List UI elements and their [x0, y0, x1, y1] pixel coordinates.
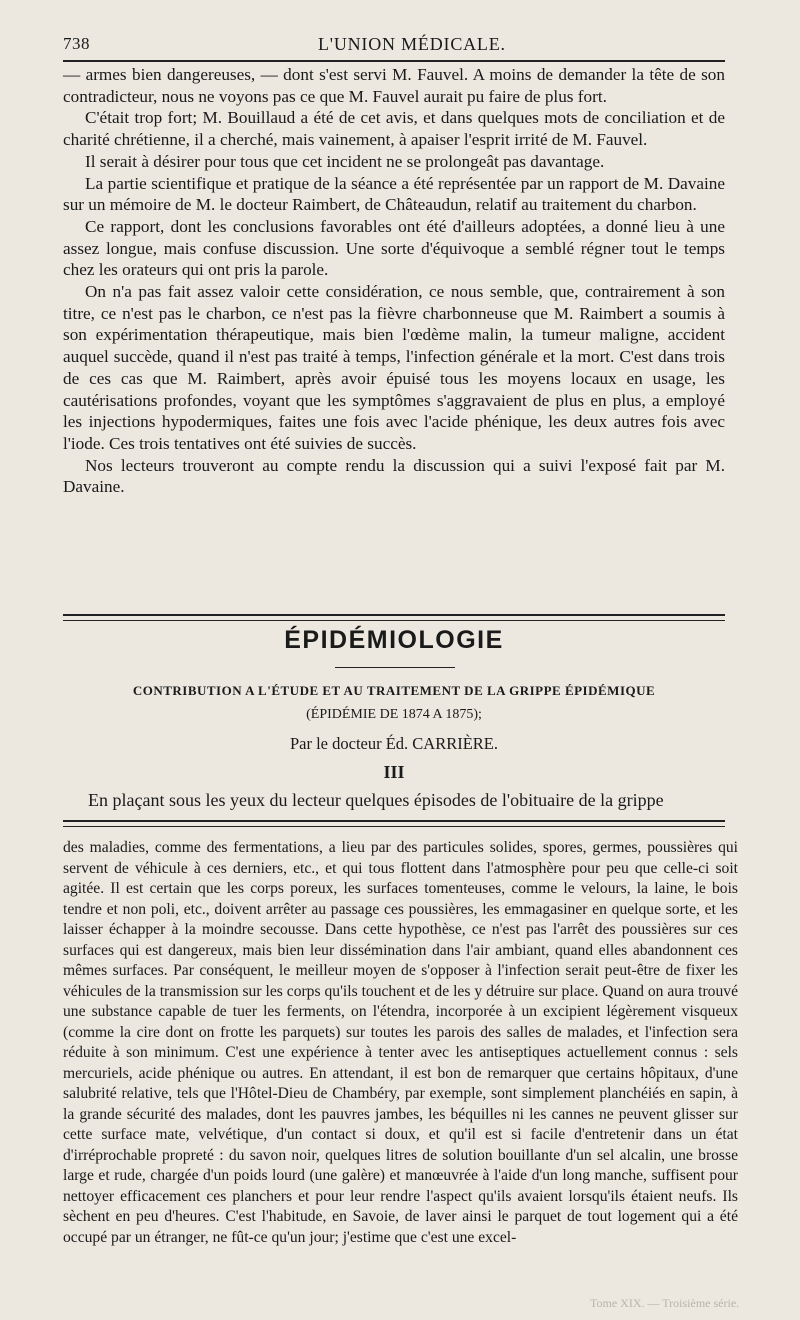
academy-report-text	[63, 64, 725, 498]
page-number: 738	[63, 34, 90, 53]
running-head: L'UNION MÉDICALE.	[318, 34, 506, 54]
page-footer: Tome XIX. — Troisième série.	[590, 1296, 740, 1310]
paragraph: On n'a pas fait assez valoir cette considération, ce nous semble, que, contrairement à son titre, ce n'est pas le charbon, ce n'est pas la fièvre charbonneuse que M. Raimbert a soumis à son expérimentation thérapeutique, mais bien l'œdème malin, la tumeur maligne, accident auquel succède, quand il n'est pas traité à temps, l'infection générale et la mort. C'est dans trois de ces cas que M. Raimbert, après avoir épuisé tous les moyens locaux en usage, les cautérisations profondes, voyant que les symptômes s'aggravaient de plus en plus, a employé les injections hypodermiques, faites une fois avec l'acide phénique, les deux autres fois avec l'iode. Ces trois tentatives ont été suivies de succès.	[63, 282, 725, 453]
separator-rule-thick	[63, 820, 725, 822]
section-divider	[63, 614, 725, 621]
paragraph: des maladies, comme des fermentations, a lieu par des particules solides, spores, germes, poussières qui servent de véhicule à ces derniers, etc., et qui tous flottent dans l'atmosphère pour peu que celle-ci soit agitée. Il est certain que les corps poreux, les surfaces tomenteuses, comme le velours, la laine, le bois tendre et non poli, etc., doivent arrêter au passage ces poussières, les emmagasiner en quelque sorte, et les laisser échapper à la moindre secousse. Dans cette hypothèse, ce n'est pas l'arrêt des poussières sur ces surfaces qui est dangereux, mais bien leur dissémination dans l'air ambiant, quand elles abandonnent ces mêmes surfaces. Par conséquent, le meilleur moyen de s'opposer à l'infection serait peut-être de fixer les véhicules de la transmission sur les corps qu'ils touchent et de les y détruire sur place. Quand on aura trouvé une substance capable de tuer les ferments, on l'étendra, incorporée à un excipient légèrement visqueux (comme la cire dont on frotte les parquets) sur toutes les parois des salles de malades, et l'infection sera réduite à son minimum. C'est une expérience à tenter avec les antiseptiques actuellement connus : sels mercuriels, acide phénique ou autres. En attendant, il est bon de remarquer que certains hôpitaux, d'une salubrité relative, tels que l'Hôtel-Dieu de Chambéry, par exemple, sont simplement planchéiés en sapin, à la grande sécurité des malades, dont les pauvres jambes, les béquilles ni les cannes ne peuvent glisser sur cette surface mate, velvétique, d'un contact si doux, et qu'il est si facile d'entretenir dans un état d'irréprochable propreté : du savon noir, quelques litres de solution bouillante d'un sel alcalin, une brosse large et rude, chargée d'un poids lourd (une galère) et manœuvrée à l'aide d'un long manche, suffisent pour nettoyer efficacement ces planchers et pour leur rendre l'aspect qu'ils avaient lorsqu'ils étaient neufs. Ils sèchent en peu d'heures. C'est l'habitude, en Savoie, de laver ainsi le parquet de tout logement qui a été occupé par un étranger, ne fût-ce qu'un jour; j'estime que c'est une excel-	[63, 839, 738, 1246]
section-title: ÉPIDÉMIOLOGIE	[284, 626, 504, 654]
title-underline	[335, 667, 455, 668]
paragraph: Nos lecteurs trouveront au compte rendu la discussion qui a suivi l'exposé fait par M. Davaine.	[63, 455, 725, 497]
paragraph: Ce rapport, dont les conclusions favorables ont été d'ailleurs adoptées, a donné lieu à une assez longue, mais confuse discussion. Une sorte d'équivoque a semblé régner tout le temps chez les orateurs qui ont pris la parole.	[63, 216, 725, 280]
opening-line: En plaçant sous les yeux du lecteur quelques épisodes de l'obituaire de la grippe	[88, 790, 664, 810]
page-header	[63, 34, 725, 58]
article-subtitle: (ÉPIDÉMIE DE 1874 A 1875);	[306, 707, 482, 722]
part-number: III	[383, 762, 405, 782]
paragraph: — armes bien dangereuses, — dont s'est servi M. Fauvel. A moins de demander la tête de son contradicteur, nous ne voyons pas ce que M. Fauvel aurait pu faire de plus fort.	[63, 65, 725, 106]
article-author: Par le docteur Éd. CARRIÈRE.	[289, 734, 499, 753]
paragraph: C'était trop fort; M. Bouillaud a été de cet avis, et dans quelques mots de conciliation et de charité chrétienne, il a cherché, mais vainement, à apaiser l'esprit irrité de M. Fauvel.	[63, 108, 725, 150]
header-rule	[63, 60, 725, 62]
paragraph: Il serait à désirer pour tous que cet incident ne se prolongeât pas davantage.	[85, 151, 605, 171]
grippe-article-text	[63, 838, 738, 1248]
separator-rule-thin	[63, 826, 725, 827]
article-title: CONTRIBUTION A L'ÉTUDE ET AU TRAITEMENT DE LA GRIPPE ÉPIDÉMIQUE	[132, 683, 656, 698]
paragraph: La partie scientifique et pratique de la séance a été représentée par un rapport de M. Davaine sur un mémoire de M. le docteur Raimbert, de Châteaudun, relatif au traitement du charbon.	[63, 173, 725, 215]
